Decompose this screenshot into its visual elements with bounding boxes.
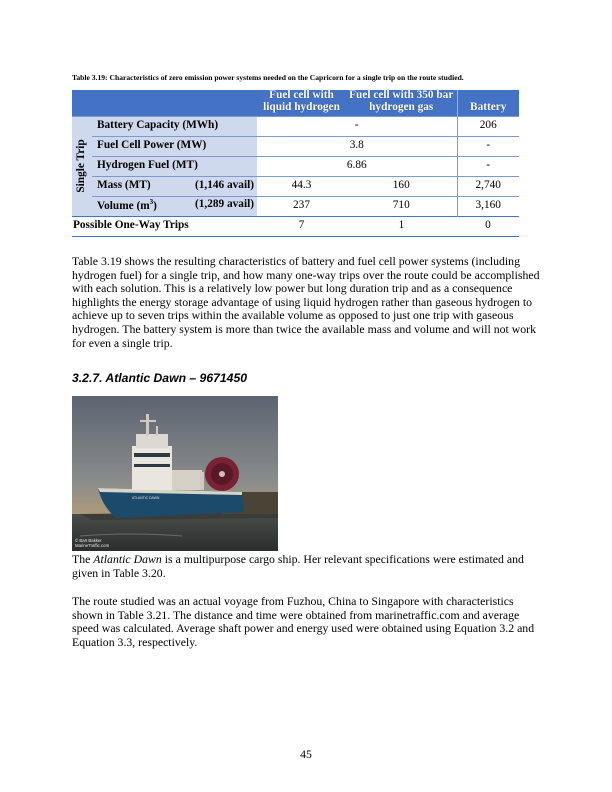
table-row [72,196,519,216]
row-label: Hydrogen Fuel (MT) [92,156,257,176]
cell-battery: 3,160 [457,196,519,216]
cell-gas: 1 [346,216,457,236]
available-note: (1,146 avail) [195,179,254,192]
ship-photo [72,396,278,551]
header-corner-cell [72,90,257,116]
cell-liquid: 44.3 [257,176,346,196]
side-label-cell [72,116,92,216]
table-row [72,116,519,136]
cell-battery: 0 [457,216,519,236]
prefix-the: The [72,552,94,566]
cell-fuel-cells: - [257,116,457,136]
row-label-text: Volume (m [97,200,150,213]
cell-liquid: 237 [257,196,346,216]
side-label: Single Trip [75,139,88,193]
page-number: 45 [300,747,312,761]
row-label-close: ) [153,200,157,213]
table-row [72,176,519,196]
cell-fuel-cells: 3.8 [257,136,457,156]
section-heading: 3.2.7. Atlantic Dawn – 9671450 [72,371,248,385]
cell-battery: - [457,136,519,156]
table-row [72,136,519,156]
paragraph-ship-intro [72,553,542,580]
table-caption: Table 3.19: Characteristics of zero emission power systems needed on the Capricorn for a single trip on the route studied. [72,73,464,82]
ship-name: Atlantic Dawn [93,552,162,566]
cell-gas: 160 [346,176,457,196]
header-gas-hydrogen: Fuel cell with 350 bar hydrogen gas [346,90,457,116]
table-footer-row [72,216,519,236]
cell-gas: 710 [346,196,457,216]
row-label [92,196,257,216]
cell-fuel-cells: 6.86 [257,156,457,176]
footer-label: Possible One-Way Trips [72,216,257,236]
row-label: Fuel Cell Power (MW) [92,136,257,156]
row-label-text: Mass (MT) [97,179,151,192]
ship-illustration [72,396,278,551]
row-label [92,176,257,196]
power-systems-table [72,90,519,237]
cell-battery: - [457,156,519,176]
ship-superstructure [132,446,172,490]
cell-liquid: 7 [257,216,346,236]
header-liquid-hydrogen: Fuel cell with liquid hydrogen [257,90,346,116]
cell-battery: 206 [457,116,519,136]
table-header-row [72,90,519,116]
header-battery: Battery [457,90,519,116]
paragraph-route: The route studied was an actual voyage from Fuzhou, China to Singapore with characteristics shown in Table 3.21. The distance and time were obtained from marinetraffic.com and average speed was calculated. Average shaft power and energy used were obtained using Equation 3.2 and Equation 3.3, respectively. [72,594,535,649]
row-label: Battery Capacity (MWh) [92,116,257,136]
photo-credit [75,538,109,548]
superscript: 3 [149,198,154,207]
paragraph-ship-intro-rest: is a multipurpose cargo ship. Her relevant specifications were estimated and given in Table 3.20. [72,552,524,580]
available-note: (1,289 avail) [195,198,254,211]
hull-name: ATLANTIC DAWN [132,496,160,500]
cell-battery: 2,740 [457,176,519,196]
photo-credit-line-2: MarineTraffic.com [75,543,110,548]
table-row [72,156,519,176]
photo-credit-line-1: © Bart Bakker [75,538,102,543]
paragraph-table-discussion: Table 3.19 shows the resulting characteristics of battery and fuel cell power systems (including hydrogen fuel) for a single trip, and how many one-way trips over the route could be accomplished with each solution. This is a relatively low power but long duration trip and as a consequence highlights the energy storage advantage of using liquid hydrogen rather than gaseous hydrogen to achieve up to seven trips within the available volume as opposed to just one trip with gaseous hydrogen. The battery system is more than twice the available mass and volume and will not work for even a single trip. [72,254,540,350]
